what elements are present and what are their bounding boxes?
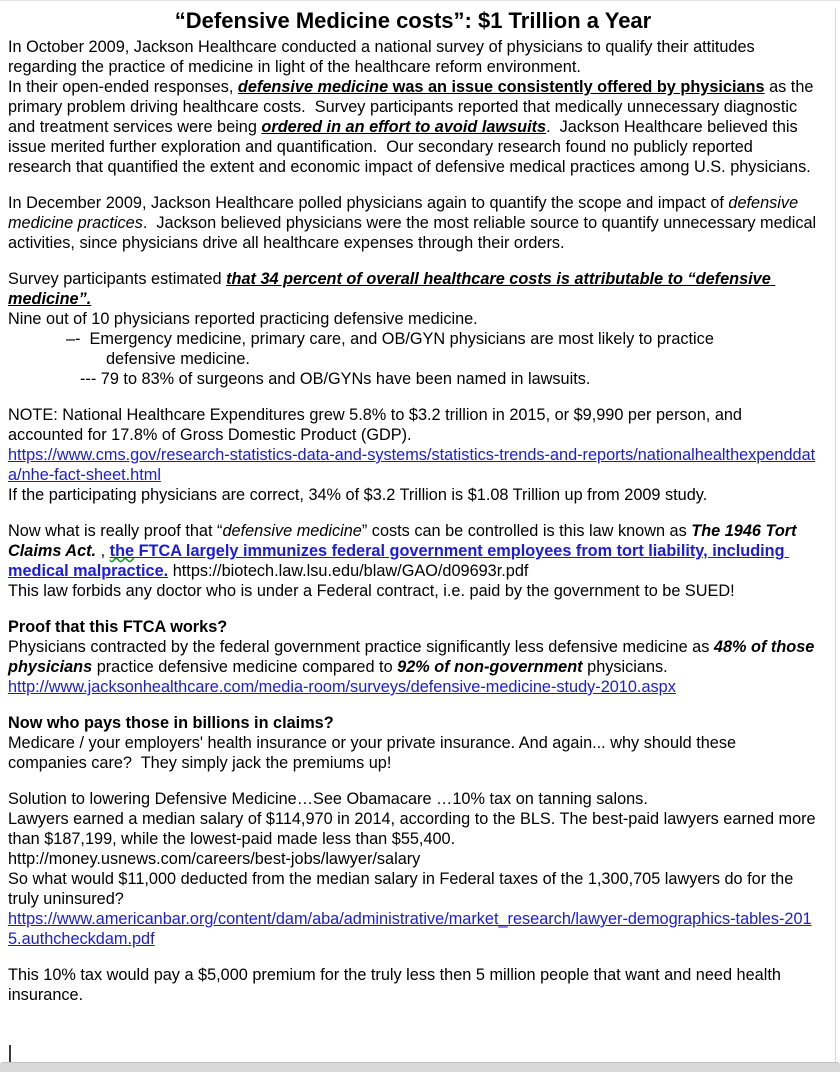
window-bottom-bar [0, 1062, 840, 1072]
cms-nhe-fact-sheet-link[interactable]: https://www.cms.gov/research-statistics-data-and-systems/statistics-trends-and-reports/nationalhealthexpenddata/nhe-fact-sheet.html [8, 446, 816, 484]
proof-text-mid: practice defensive medicine compared to [92, 658, 398, 676]
bullet-emergency-medicine: –- Emergency medicine, primary care, and OB/GYN physicians are most likely to practice defensive medicine. [66, 330, 714, 368]
tort-text-start: Now what is really proof that “ [8, 522, 223, 540]
tort-claims-paragraph [8, 521, 818, 601]
em-issue-offered-by-physicians: was an issue consistently offered by physicians [388, 78, 765, 96]
closing-text: This 10% tax would pay a $5,000 premium for the truly less then 5 million people that want and need health insurance. [8, 966, 786, 1004]
grammar-flagged-word: the [109, 542, 135, 560]
americanbar-demographics-link[interactable]: https://www.americanbar.org/content/dam/aba/administrative/market_research/lawyer-demographics-tables-2015.authcheckdam.pdf [8, 910, 812, 948]
window-top-edge [0, 0, 840, 1]
proof-text-end: physicians. [582, 658, 668, 676]
law-forbids-line: This law forbids any doctor who is under a Federal contract, i.e. paid by the government to be SUED! [8, 582, 735, 600]
who-pays-paragraph [8, 713, 818, 773]
ftca-proof-paragraph [8, 617, 818, 697]
survey-text-start: Survey participants estimated [8, 270, 227, 288]
jackson-healthcare-study-link[interactable]: http://www.jacksonhealthcare.com/media-room/surveys/defensive-medicine-study-2010.aspx [8, 678, 676, 696]
december-2009-paragraph [8, 193, 821, 253]
tort-text-mid: ” costs can be controlled is this law known as [361, 522, 692, 540]
note-paragraph [8, 405, 818, 505]
intro-line-2-start: In their open-ended responses, [8, 78, 238, 96]
intro-paragraph [8, 37, 818, 177]
em-34-percent-claim: that 34 percent of overall healthcare costs is attributable to “defensive medicine”. [8, 270, 776, 308]
december-text-start: In December 2009, Jackson Healthcare polled physicians again to quantify the scope and impact of [8, 194, 729, 212]
note-text: NOTE: National Healthcare Expenditures grew 5.8% to $3.2 trillion in 2015, or $9,990 per person, and accounted for 17.8% of Gross Domestic Product (GDP). [8, 406, 747, 444]
federal-taxes-question: So what would $11,000 deducted from the median salary in Federal taxes of the 1,300,705 lawyers do for the truly uninsured? [8, 870, 798, 908]
intro-text: as the primary problem driving healthcare costs. Survey participants reported that medically unnecessary diagnostic and treatment services were being [8, 78, 818, 136]
intro-line-1: In October 2009, Jackson Healthcare conducted a national survey of physicians to qualify their attitudes regarding the practice of medicine in light of the healthcare reform environment. [8, 38, 760, 76]
ftca-immunizes-link[interactable]: the FTCA largely immunizes federal government employees from tort liability, including medical malpractice. [8, 542, 790, 580]
bullet-surgeons-lawsuits: --- 79 to 83% of surgeons and OB/GYNs have been named in lawsuits. [80, 370, 591, 388]
intro-text-end: . Jackson Healthcare believed this issue merited further exploration and quantification. Our secondary research found no publicly reported research that quantified the extent and economic impact of defensive medical practices among U.S. physicians. [8, 118, 811, 176]
survey-results-paragraph [8, 269, 818, 389]
usnews-url-plain-text: http://money.usnews.com/careers/best-jobs/lawyer/salary [8, 850, 421, 868]
proof-text-start: Physicians contracted by the federal government practice significantly less defensive medicine as [8, 638, 714, 656]
page-title: “Defensive Medicine costs”: $1 Trillion a Year [174, 8, 652, 33]
window-right-edge [835, 8, 836, 1062]
biotech-url-plain-text: https://biotech.law.lsu.edu/blaw/GAO/d09693r.pdf [168, 562, 529, 580]
who-pays-heading: Now who pays those in billions in claims? [8, 714, 334, 732]
closing-paragraph [8, 965, 818, 1005]
em-ordered-to-avoid-lawsuits: ordered in an effort to avoid lawsuits [261, 118, 547, 136]
em-defensive-medicine: defensive medicine [237, 78, 389, 96]
tort-comma: , [96, 542, 110, 560]
em-48-percent: 48% of those physicians [8, 638, 819, 676]
who-pays-text: Medicare / your employers' health insurance or your private insurance. And again... why should these companies care? They simply jack the premiums up! [8, 734, 741, 772]
december-text-end: . Jackson believed physicians were the most reliable source to quantify unnecessary medical activities, since physicians drive all healthcare expenses through their orders. [8, 214, 821, 252]
note-calculation-text: If the participating physicians are correct, 34% of $3.2 Trillion is $1.08 Trillion up from 2009 study. [8, 486, 708, 504]
text-cursor [9, 1045, 11, 1062]
solution-paragraph [8, 789, 821, 949]
em-defensive-medicine-practices: defensive medicine practices [8, 194, 803, 232]
lawyer-salary-line: Lawyers earned a median salary of $114,970 in 2014, according to the BLS. The best-paid lawyers earned more than $187,199, while the lowest-paid made less than $55,400. [8, 810, 821, 848]
em-defensive-medicine-quoted: defensive medicine [222, 522, 362, 540]
nine-out-of-ten-line: Nine out of 10 physicians reported practicing defensive medicine. [8, 310, 478, 328]
solution-line: Solution to lowering Defensive Medicine…See Obamacare …10% tax on tanning salons. [8, 790, 648, 808]
ftca-proof-heading: Proof that this FTCA works? [8, 618, 228, 636]
em-92-percent: 92% of non-government [397, 658, 583, 676]
em-1946-tort-claims-act: The 1946 Tort Claims Act. [8, 522, 802, 560]
